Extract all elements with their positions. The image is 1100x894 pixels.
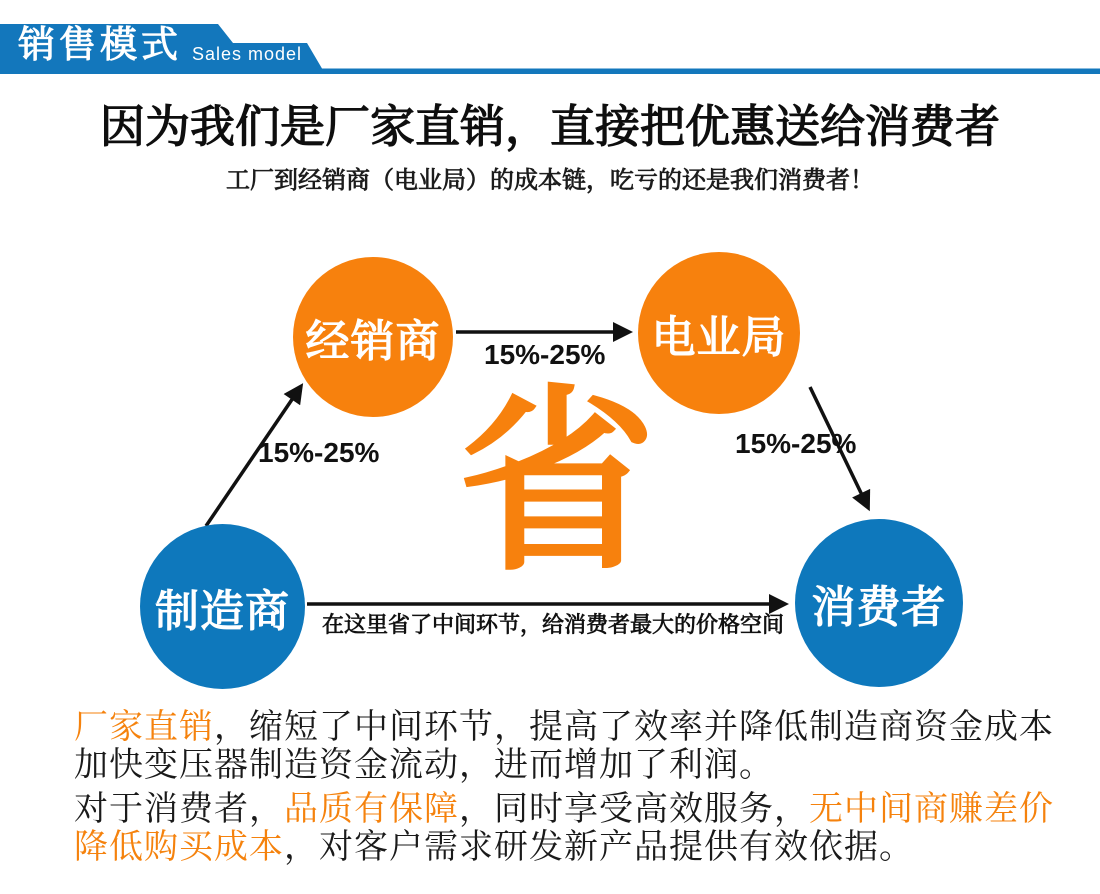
edge-label-distributor-bureau: 15%-25% xyxy=(484,339,606,370)
node-consumer-label: 消费者 xyxy=(811,583,947,632)
hero-subtitle: 工厂到经销商（电业局）的成本链，吃亏的还是我们消费者！ xyxy=(226,167,874,194)
node-distributor-label: 经销商 xyxy=(305,317,441,366)
node-manufacturer xyxy=(140,524,305,689)
highlight-factory-direct: 厂家直销 xyxy=(74,708,214,746)
text-segment: ，同时享受高效服务， xyxy=(459,790,809,828)
edge-label-maker-distributor: 15%-25% xyxy=(258,437,380,468)
edge-label-bureau-consumer: 15%-25% xyxy=(735,428,857,459)
node-consumer xyxy=(795,519,963,687)
header-subtitle-en: Sales model xyxy=(192,44,303,64)
text-segment: 加快变压器制造资金流动，进而增加了利润。 xyxy=(74,746,774,784)
node-power-bureau xyxy=(638,252,800,414)
node-power-bureau-label: 电业局 xyxy=(651,313,787,362)
edge-label-maker-consumer: 在这里省了中间环节，给消费者最大的价格空间 xyxy=(322,612,785,637)
text-segment: ，缩短了中间环节，提高了效率并降低制造商资金成本 xyxy=(214,708,1054,746)
header-title: 销售模式 xyxy=(18,24,182,65)
text-segment: 对于消费者， xyxy=(74,790,284,828)
text-segment: ，对客户需求研发新产品提供有效依据。 xyxy=(284,828,914,866)
highlight-lower-cost: 降低购买成本 xyxy=(74,828,284,866)
node-manufacturer-label: 制造商 xyxy=(155,586,290,636)
save-glyph: 省 xyxy=(458,372,656,593)
highlight-no-middleman: 无中间商赚差价 xyxy=(809,790,1054,828)
hero-title: 因为我们是厂家直销，直接把优惠送给消费者 xyxy=(99,101,1000,152)
node-distributor xyxy=(293,257,453,417)
highlight-quality-guaranteed: 品质有保障 xyxy=(284,790,459,828)
